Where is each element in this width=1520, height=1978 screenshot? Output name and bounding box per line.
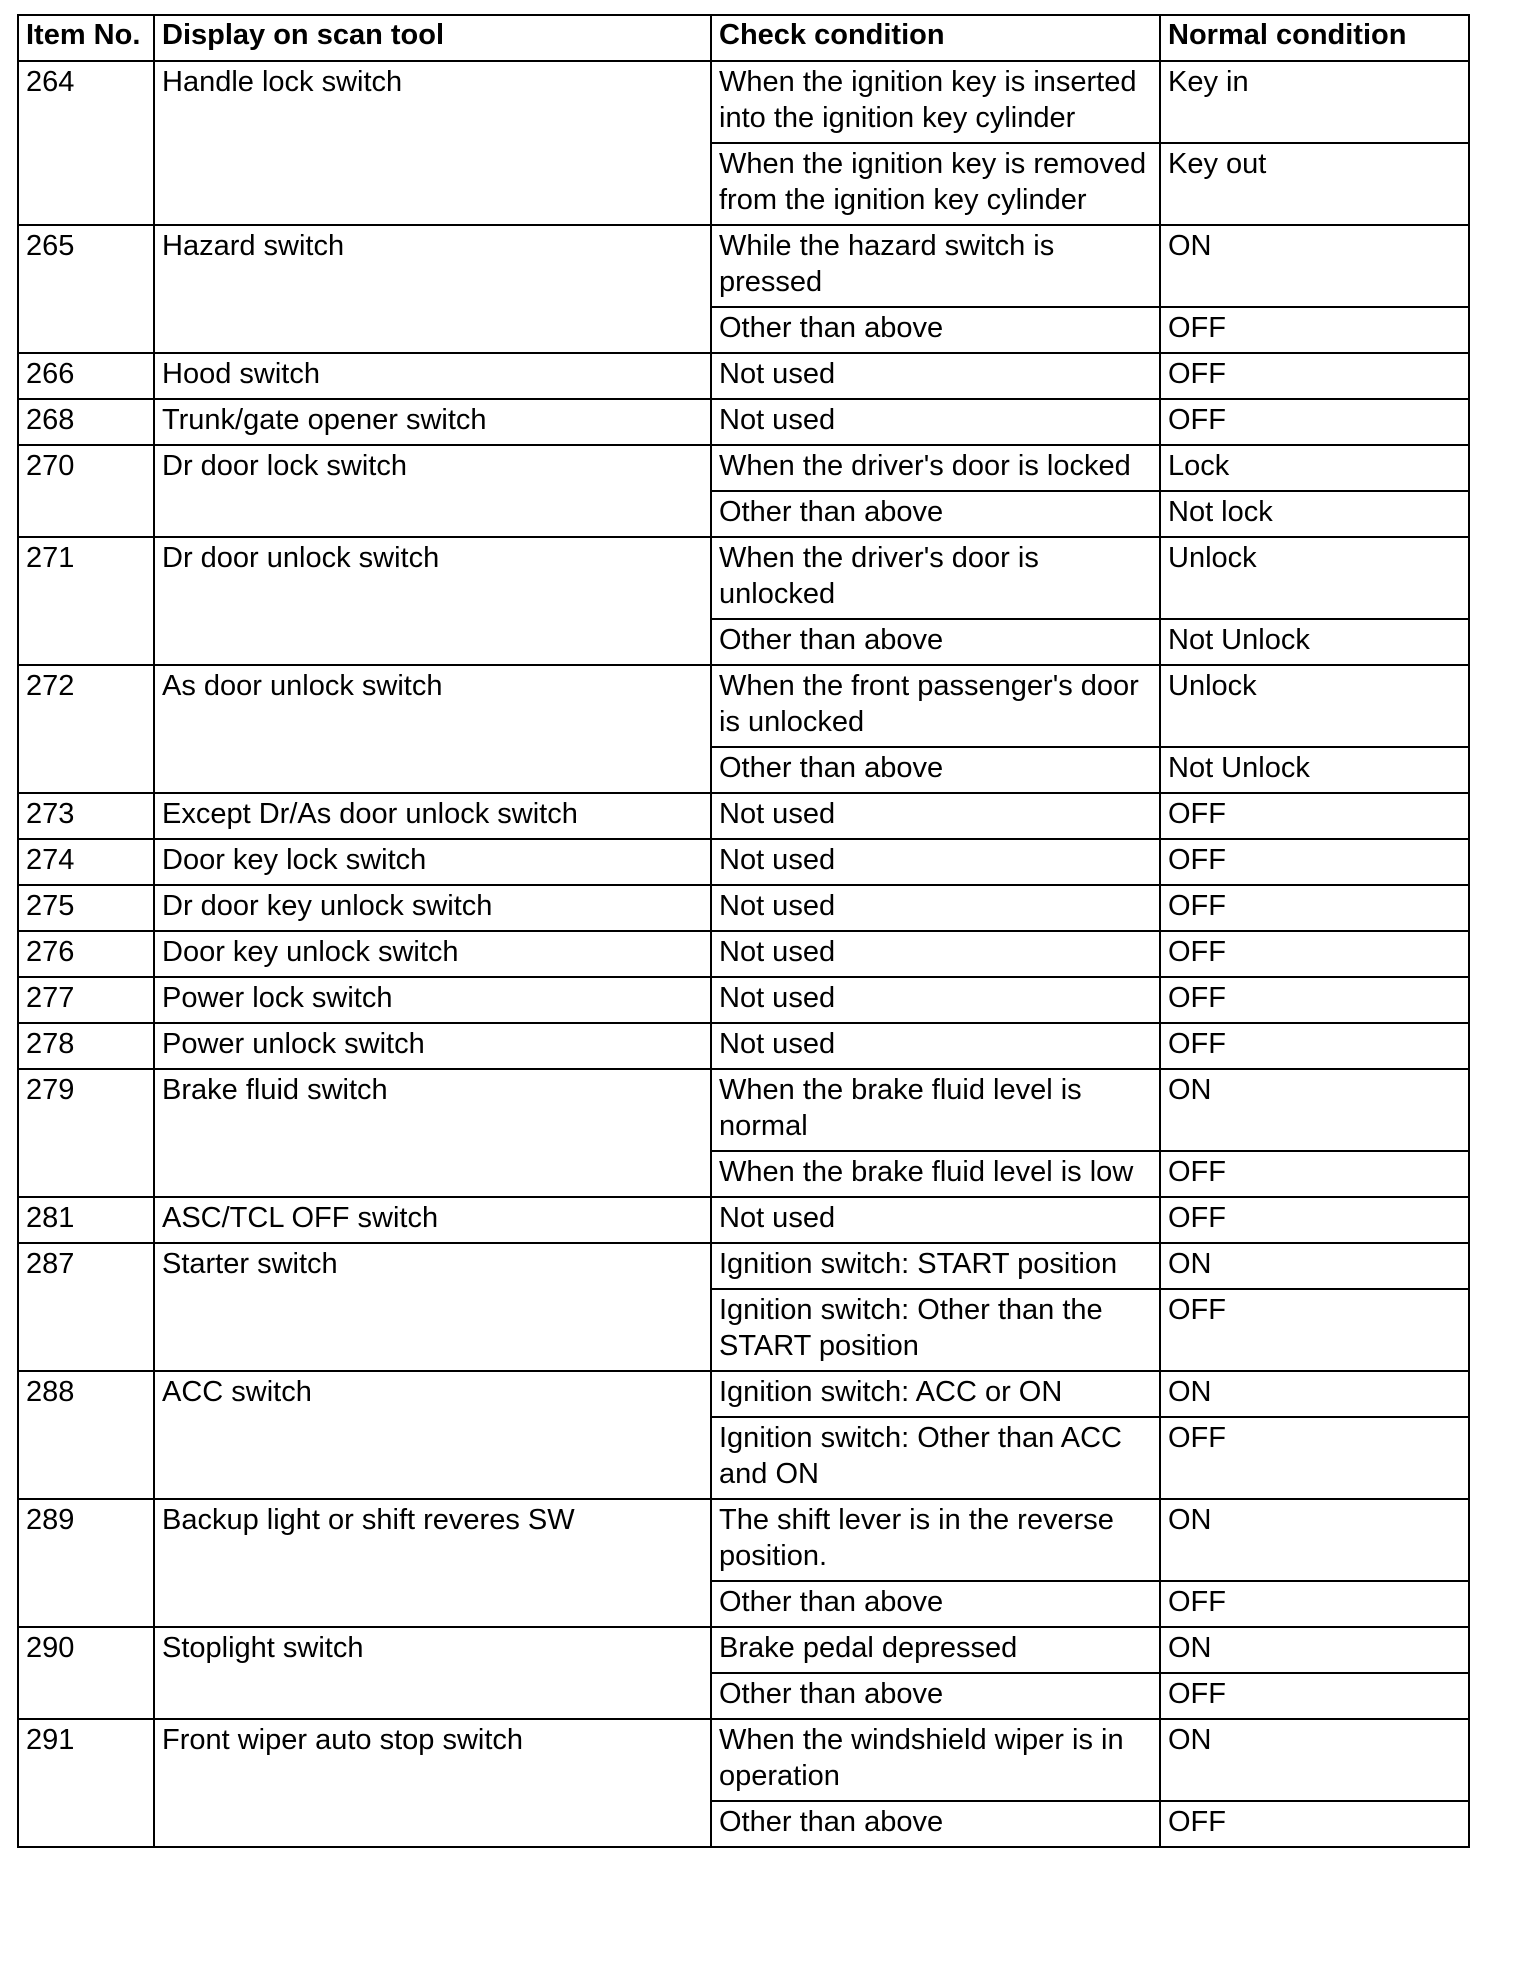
scan-tool-display-name: Dr door key unlock switch [154,885,711,931]
table-row [18,1023,1469,1069]
scan-tool-display-name: Front wiper auto stop switch [154,1719,711,1847]
check-condition: When the windshield wiper is in operation [711,1719,1160,1801]
check-condition: Other than above [711,747,1160,793]
check-condition: Not used [711,399,1160,445]
table-row [18,61,1469,143]
table-row [18,839,1469,885]
item-number: 277 [18,977,154,1023]
item-number: 289 [18,1499,154,1627]
header-item-no: Item No. [18,15,154,61]
scan-tool-display-name: Backup light or shift reveres SW [154,1499,711,1627]
normal-condition: ON [1160,1243,1469,1289]
table-row [18,1627,1469,1673]
scan-tool-display-name: Except Dr/As door unlock switch [154,793,711,839]
table-row [18,1371,1469,1417]
normal-condition: OFF [1160,399,1469,445]
scan-tool-display-name: As door unlock switch [154,665,711,793]
scan-tool-display-name: Hazard switch [154,225,711,353]
item-number: 287 [18,1243,154,1371]
scan-tool-display-name: Door key unlock switch [154,931,711,977]
check-condition: When the driver's door is locked [711,445,1160,491]
header-row [18,15,1469,61]
normal-condition: ON [1160,1069,1469,1151]
normal-condition: Unlock [1160,537,1469,619]
table-row [18,399,1469,445]
check-condition: When the driver's door is unlocked [711,537,1160,619]
normal-condition: OFF [1160,1417,1469,1499]
check-condition: Ignition switch: ACC or ON [711,1371,1160,1417]
scan-tool-display-name: Hood switch [154,353,711,399]
item-number: 281 [18,1197,154,1243]
scan-tool-display-name: Dr door unlock switch [154,537,711,665]
normal-condition: OFF [1160,793,1469,839]
scan-tool-data-table [17,14,1470,1848]
normal-condition: ON [1160,1371,1469,1417]
item-number: 278 [18,1023,154,1069]
normal-condition: ON [1160,1627,1469,1673]
table-row [18,793,1469,839]
table-row [18,225,1469,307]
check-condition: Other than above [711,619,1160,665]
check-condition: Not used [711,793,1160,839]
scan-tool-display-name: Handle lock switch [154,61,711,225]
normal-condition: OFF [1160,1673,1469,1719]
header-check-condition: Check condition [711,15,1160,61]
check-condition: Not used [711,1197,1160,1243]
scan-tool-display-name: ACC switch [154,1371,711,1499]
item-number: 271 [18,537,154,665]
normal-condition: OFF [1160,1289,1469,1371]
item-number: 265 [18,225,154,353]
item-number: 272 [18,665,154,793]
check-condition: Not used [711,353,1160,399]
check-condition: When the brake fluid level is low [711,1151,1160,1197]
normal-condition: OFF [1160,353,1469,399]
table-row [18,1197,1469,1243]
normal-condition: OFF [1160,1023,1469,1069]
normal-condition: OFF [1160,885,1469,931]
table-row [18,1069,1469,1151]
normal-condition: OFF [1160,839,1469,885]
check-condition: Not used [711,885,1160,931]
check-condition: When the brake fluid level is normal [711,1069,1160,1151]
normal-condition: Lock [1160,445,1469,491]
check-condition: Ignition switch: START position [711,1243,1160,1289]
item-number: 274 [18,839,154,885]
scan-tool-display-name: Door key lock switch [154,839,711,885]
normal-condition: OFF [1160,1581,1469,1627]
table-body [18,61,1469,1847]
normal-condition: Not Unlock [1160,619,1469,665]
check-condition: Not used [711,931,1160,977]
table-row [18,665,1469,747]
check-condition: Not used [711,839,1160,885]
table-row [18,1499,1469,1581]
scan-tool-display-name: ASC/TCL OFF switch [154,1197,711,1243]
check-condition: Not used [711,977,1160,1023]
normal-condition: OFF [1160,931,1469,977]
item-number: 264 [18,61,154,225]
item-number: 290 [18,1627,154,1719]
check-condition: The shift lever is in the reverse position. [711,1499,1160,1581]
scan-tool-display-name: Stoplight switch [154,1627,711,1719]
check-condition: Other than above [711,307,1160,353]
normal-condition: ON [1160,1499,1469,1581]
table-row [18,885,1469,931]
check-condition: While the hazard switch is pressed [711,225,1160,307]
normal-condition: OFF [1160,1801,1469,1847]
normal-condition: OFF [1160,1151,1469,1197]
scan-tool-display-name: Brake fluid switch [154,1069,711,1197]
item-number: 279 [18,1069,154,1197]
table-row [18,445,1469,491]
normal-condition: OFF [1160,1197,1469,1243]
normal-condition: Unlock [1160,665,1469,747]
table-row [18,1719,1469,1801]
check-condition: Other than above [711,1581,1160,1627]
table-row [18,537,1469,619]
scan-tool-display-name: Dr door lock switch [154,445,711,537]
scan-tool-display-name: Starter switch [154,1243,711,1371]
item-number: 275 [18,885,154,931]
item-number: 288 [18,1371,154,1499]
check-condition: Brake pedal depressed [711,1627,1160,1673]
item-number: 291 [18,1719,154,1847]
table-row [18,1243,1469,1289]
item-number: 266 [18,353,154,399]
scan-tool-display-name: Trunk/gate opener switch [154,399,711,445]
normal-condition: OFF [1160,977,1469,1023]
scan-tool-display-name: Power lock switch [154,977,711,1023]
check-condition: Ignition switch: Other than ACC and ON [711,1417,1160,1499]
normal-condition: Key out [1160,143,1469,225]
table-row [18,931,1469,977]
scan-tool-display-name: Power unlock switch [154,1023,711,1069]
table-row [18,353,1469,399]
check-condition: When the front passenger's door is unlocked [711,665,1160,747]
table-row [18,977,1469,1023]
item-number: 276 [18,931,154,977]
check-condition: Other than above [711,1801,1160,1847]
check-condition: Ignition switch: Other than the START position [711,1289,1160,1371]
normal-condition: ON [1160,225,1469,307]
normal-condition: OFF [1160,307,1469,353]
header-normal-condition: Normal condition [1160,15,1469,61]
check-condition: When the ignition key is inserted into the ignition key cylinder [711,61,1160,143]
normal-condition: Key in [1160,61,1469,143]
item-number: 273 [18,793,154,839]
normal-condition: Not Unlock [1160,747,1469,793]
normal-condition: Not lock [1160,491,1469,537]
check-condition: Other than above [711,491,1160,537]
check-condition: When the ignition key is removed from the ignition key cylinder [711,143,1160,225]
check-condition: Not used [711,1023,1160,1069]
check-condition: Other than above [711,1673,1160,1719]
item-number: 268 [18,399,154,445]
normal-condition: ON [1160,1719,1469,1801]
item-number: 270 [18,445,154,537]
header-display-on-scan-tool: Display on scan tool [154,15,711,61]
